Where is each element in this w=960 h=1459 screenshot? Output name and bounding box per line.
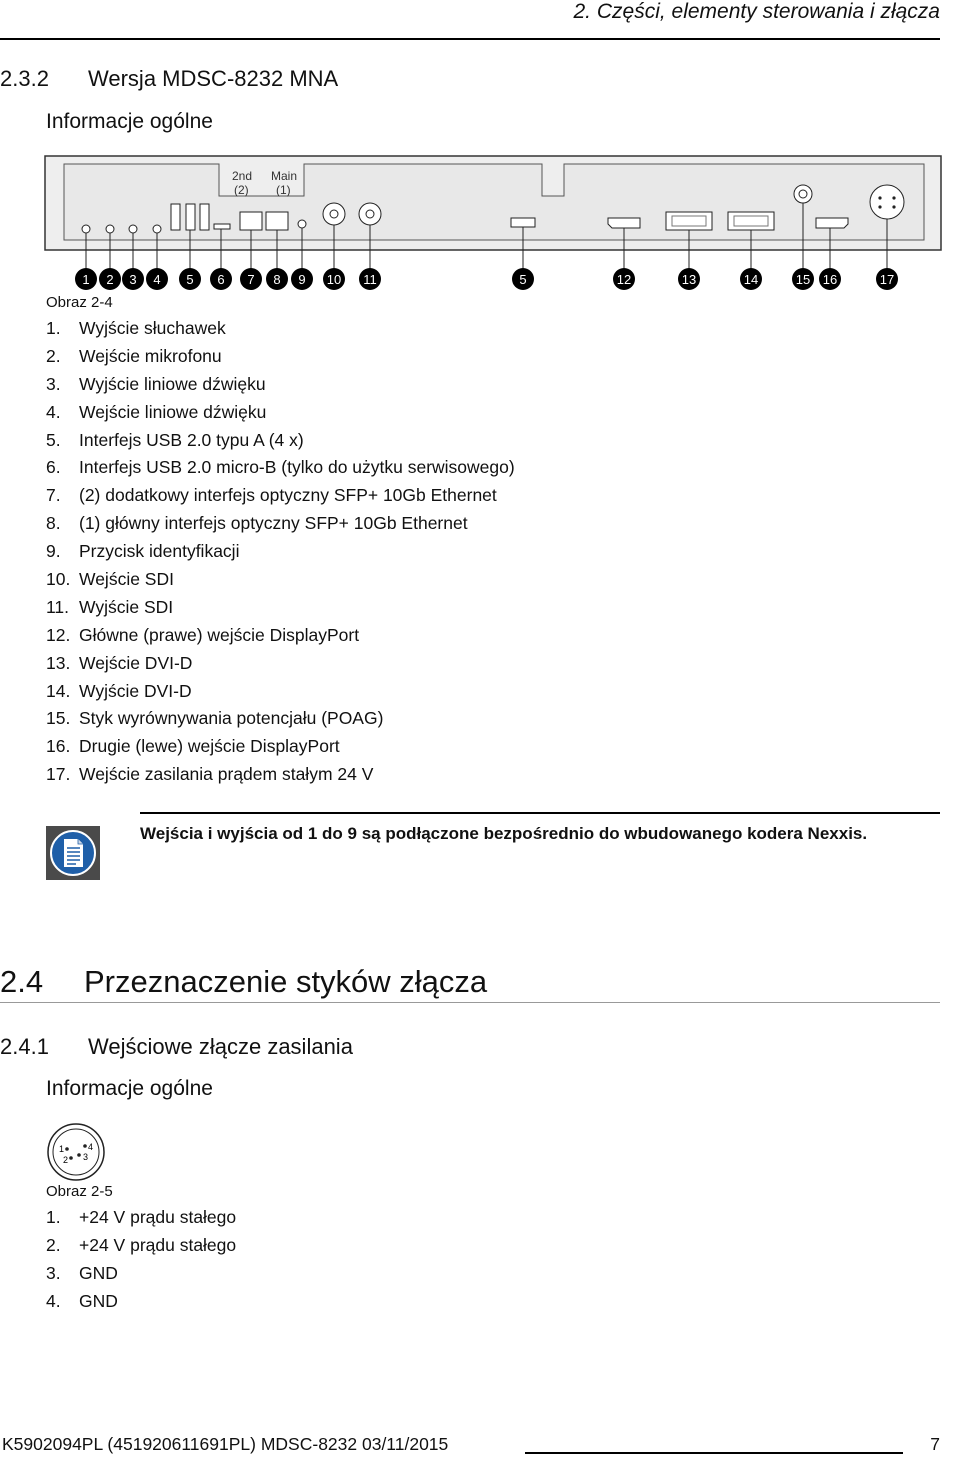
pin-2: [69, 1156, 73, 1160]
callout-badge: [876, 268, 898, 290]
callout-badge: [740, 268, 762, 290]
callout-badge: [291, 268, 313, 290]
callout-badge: [210, 268, 232, 290]
list-item-number: 10.: [46, 569, 71, 590]
list-item: [46, 343, 515, 371]
list-item-number: 1.: [46, 318, 61, 338]
micro-usb-port: [214, 224, 230, 229]
list-item: [46, 482, 515, 510]
figure-callouts: [75, 268, 898, 290]
subheading-general-info-2: Informacje ogólne: [46, 1077, 213, 1100]
list-item: [46, 678, 515, 706]
pin-label-4: 4: [88, 1142, 94, 1152]
list-item-number: 13.: [46, 652, 71, 673]
callout-badge: [613, 268, 635, 290]
list-item-number: 8.: [46, 513, 61, 534]
callout-number: 10: [326, 272, 342, 287]
dc-power-connector: [870, 185, 904, 219]
header-rule: [0, 38, 940, 40]
callout-badge: [146, 268, 168, 290]
list-item: [46, 650, 515, 678]
pin-list: [46, 1204, 236, 1316]
list-item-number: 12.: [46, 624, 71, 645]
displayport-main: [608, 218, 640, 228]
list-item-number: 7.: [46, 485, 61, 506]
list-item-text: Wejście mikrofonu: [79, 345, 222, 366]
callout-number: 2: [106, 272, 114, 287]
list-item: [46, 594, 515, 622]
list-item-text: GND: [79, 1262, 118, 1283]
callout-badge: [99, 268, 121, 290]
callout-badge: [512, 268, 534, 290]
note-document-icon: [46, 826, 100, 880]
callout-number: 3: [129, 272, 137, 287]
callout-badge: [819, 268, 841, 290]
callout-number: 7: [247, 272, 255, 287]
list-item: [46, 761, 515, 789]
list-item-number: 3.: [46, 1262, 61, 1283]
section-title: Wejściowe złącze zasilania: [88, 1034, 353, 1059]
list-item-text: (1) główny interfejs optyczny SFP+ 10Gb Ethernet: [79, 513, 468, 534]
figure-caption-2-4: Obraz 2-4: [46, 294, 113, 311]
list-item-text: Wyjście DVI-D: [79, 680, 192, 701]
callout-badge: [678, 268, 700, 290]
section-title: Wersja MDSC-8232 MNA: [88, 66, 339, 91]
list-item-text: Wejście liniowe dźwięku: [79, 401, 267, 422]
list-item: [46, 427, 515, 455]
pin-label-2: 2: [63, 1155, 69, 1165]
callout-number: 6: [217, 272, 225, 287]
callout-number: 11: [363, 272, 377, 287]
list-item-text: Wyjście liniowe dźwięku: [79, 373, 266, 394]
pin-label-3: 3: [83, 1152, 89, 1162]
list-item-number: 17.: [46, 764, 71, 785]
list-item-text: Główne (prawe) wejście DisplayPort: [79, 624, 360, 645]
list-item: [46, 1260, 236, 1288]
usb-port-horizontal: [511, 218, 535, 227]
callout-number: 12: [616, 272, 632, 287]
callout-number: 5: [186, 272, 194, 287]
subheading-general-info: Informacje ogólne: [46, 110, 213, 133]
callout-number: 16: [822, 272, 838, 287]
callout-number: 17: [879, 272, 895, 287]
callout-number: 5: [519, 272, 527, 287]
section-heading-2-3-2: [0, 66, 338, 92]
list-item-number: 3.: [46, 373, 61, 394]
list-item: [46, 1232, 236, 1260]
callout-badge: [179, 268, 201, 290]
sfp-port-1: [266, 212, 288, 230]
usb-port-vertical: [171, 204, 180, 230]
list-item-number: 4.: [46, 401, 61, 422]
list-item-number: 15.: [46, 708, 71, 729]
label-2nd-num: (2): [234, 183, 249, 197]
list-item: [46, 371, 515, 399]
list-item: [46, 315, 515, 343]
displayport-second: [816, 218, 848, 228]
section-heading-2-4-1: [0, 1034, 353, 1060]
callout-badge: [122, 268, 144, 290]
callout-badge: [792, 268, 814, 290]
section-number: 2.4.1: [0, 1034, 49, 1059]
list-item-number: 5.: [46, 429, 61, 450]
figure-caption-2-5: Obraz 2-5: [46, 1183, 113, 1200]
list-item: [46, 705, 515, 733]
list-item: [46, 733, 515, 761]
callout-number: 8: [273, 272, 281, 287]
line-in-jack: [153, 225, 161, 233]
page-number: 7: [930, 1434, 940, 1454]
callout-number: 13: [681, 272, 697, 287]
list-item-number: 2.: [46, 1234, 61, 1255]
callout-badge: [240, 268, 262, 290]
callout-badge: [323, 268, 345, 290]
pin-3: [77, 1153, 81, 1157]
running-header: 2. Części, elementy sterowania i złącza: [573, 0, 940, 23]
section-rule: [0, 1002, 940, 1003]
list-item-number: 1.: [46, 1207, 61, 1227]
note-top-rule: [140, 812, 940, 814]
section-number: 2.3.2: [0, 66, 49, 91]
list-item-text: Wyjście słuchawek: [79, 318, 226, 338]
list-item: [46, 1288, 236, 1316]
footer-doc-ref: K5902094PL (451920611691PL) MDSC-8232 03/11/2015: [2, 1434, 449, 1454]
list-item-text: Interfejs USB 2.0 micro-B (tylko do użytku serwisowego): [79, 457, 515, 478]
list-item: [46, 399, 515, 427]
pin-label-1: 1: [59, 1144, 65, 1154]
list-item: [46, 1204, 236, 1232]
list-item-number: 4.: [46, 1290, 61, 1311]
pin-1: [65, 1147, 69, 1151]
list-item-text: Styk wyrównywania potencjału (POAG): [79, 708, 384, 729]
list-item-text: Wyjście SDI: [79, 596, 174, 617]
usb-port-vertical: [200, 204, 209, 230]
callout-number: 15: [795, 272, 811, 287]
list-item: [46, 510, 515, 538]
sfp-port-2: [240, 212, 262, 230]
section-heading-2-4: [0, 964, 487, 1000]
list-item-number: 2.: [46, 345, 61, 366]
list-item-text: Wejście DVI-D: [79, 652, 193, 673]
list-item-text: Interfejs USB 2.0 typu A (4 x): [79, 429, 304, 450]
callout-badge: [75, 268, 97, 290]
label-main-num: (1): [276, 183, 291, 197]
footer-rule: [525, 1452, 903, 1454]
line-out-jack: [129, 225, 137, 233]
label-2nd: 2nd: [232, 169, 253, 183]
section-title: Przeznaczenie styków złącza: [84, 964, 488, 999]
list-item-number: 16.: [46, 736, 71, 757]
mic-jack: [106, 225, 114, 233]
note-text: Wejścia i wyjścia od 1 do 9 są podłączone bezpośrednio do wbudowanego kodera Nexxis.: [140, 824, 868, 843]
id-button: [298, 220, 306, 228]
callout-number: 14: [743, 272, 759, 287]
list-item: [46, 538, 515, 566]
callout-badge: [359, 268, 381, 290]
list-item-text: Wejście zasilania prądem stałym 24 V: [79, 764, 374, 785]
list-item-number: 14.: [46, 680, 71, 701]
list-item-text: GND: [79, 1290, 118, 1311]
callout-number: 9: [298, 272, 306, 287]
rear-panel-figure: [44, 152, 944, 292]
pin-4: [83, 1144, 87, 1148]
callout-number: 1: [82, 272, 90, 287]
usb-port-vertical: [186, 204, 195, 230]
power-connector-pinout: [46, 1122, 106, 1182]
label-main: Main: [271, 169, 298, 183]
callout-number: 4: [153, 272, 161, 287]
list-item-text: Przycisk identyfikacji: [79, 541, 240, 562]
headphone-jack: [82, 225, 90, 233]
section-number: 2.4: [0, 964, 44, 999]
connector-list: [46, 315, 515, 789]
list-item-text: Wejście SDI: [79, 569, 174, 590]
list-item: [46, 566, 515, 594]
list-item-number: 6.: [46, 457, 61, 478]
list-item-text: +24 V prądu stałego: [79, 1207, 237, 1227]
list-item: [46, 622, 515, 650]
list-item: [46, 454, 515, 482]
list-item-text: +24 V prądu stałego: [79, 1234, 237, 1255]
callout-badge: [266, 268, 288, 290]
list-item-text: (2) dodatkowy interfejs optyczny SFP+ 10Gb Ethernet: [79, 485, 497, 506]
list-item-text: Drugie (lewe) wejście DisplayPort: [79, 736, 340, 757]
list-item-number: 9.: [46, 541, 61, 562]
list-item-number: 11.: [46, 596, 70, 617]
